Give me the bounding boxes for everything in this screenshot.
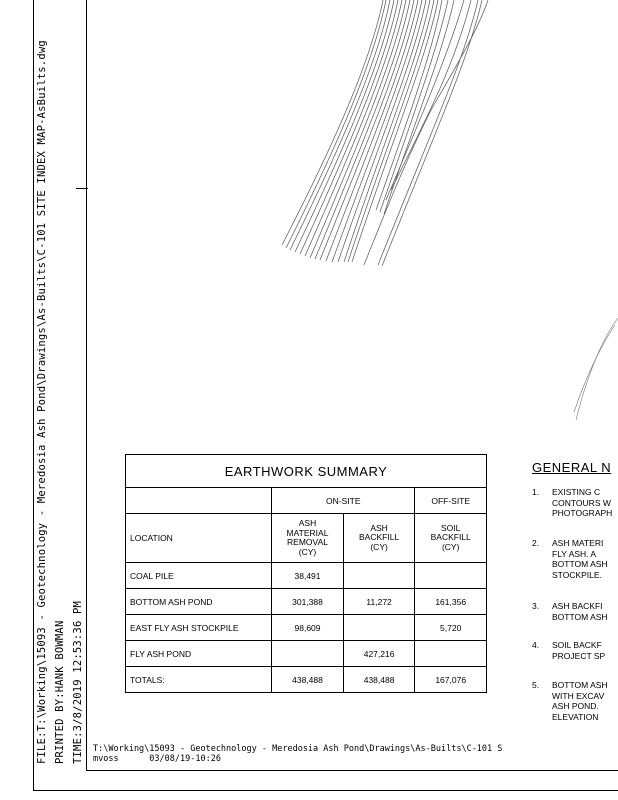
ash-backfill-header: ASH BACKFILL (CY) [343, 514, 415, 563]
drawing-border-bottom-inner [86, 770, 618, 771]
site-map-linework [86, 0, 618, 440]
note-2: 2. ASH MATERI FLY ASH. A BOTTOM ASH STOCKPILE. [532, 538, 608, 580]
printed-by-label: PRINTED BY:HANK BOWMAN [54, 620, 66, 764]
off-site-header: OFF-SITE [415, 488, 487, 514]
plot-stamp-path: T:\Working\15093 - Geotechnology - Meredosia Ash Pond\Drawings\As-Builts\C-101 S [93, 744, 503, 754]
file-path-label: FILE:T:\Working\15093 - Geotechnology - Meredosia Ash Pond\Drawings\As-Builts\C-101 SITE INDEX MAP-AsBuilts.dwg [36, 40, 48, 764]
table-row-totals: TOTALS: 438,488 438,488 167,076 [126, 667, 487, 693]
note-3: 3. ASH BACKFI BOTTOM ASH [532, 601, 608, 622]
on-site-header: ON-SITE [272, 488, 415, 514]
table-title: EARTHWORK SUMMARY [126, 455, 487, 488]
location-header: LOCATION [126, 514, 272, 563]
table-row: BOTTOM ASH POND 301,388 11,272 161,356 [126, 589, 487, 615]
soil-backfill-header: SOIL BACKFILL (CY) [415, 514, 487, 563]
general-notes-heading: GENERAL N [532, 460, 612, 475]
plot-stamp-user-date: mvoss 03/08/19-10:26 [93, 754, 221, 764]
drawing-border-bottom [33, 790, 618, 791]
note-5: 5. BOTTOM ASH WITH EXCAV ASH POND. ELEVATION [532, 680, 608, 722]
plot-stamp [93, 744, 502, 764]
table-row: EAST FLY ASH STOCKPILE 98,609 5,720 [126, 615, 487, 641]
blank-header-cell [126, 488, 272, 514]
table-row: COAL PILE 38,491 [126, 563, 487, 589]
print-time-label: TIME:3/8/2019 12:53:36 PM [72, 600, 84, 764]
earthwork-summary-table [125, 454, 487, 693]
note-1: 1. EXISTING C CONTOURS W PHOTOGRAPH [532, 487, 613, 518]
note-4: 4. SOIL BACKF PROJECT SP [532, 640, 606, 661]
table-row: FLY ASH POND 427,216 [126, 641, 487, 667]
drawing-border-left [33, 0, 34, 790]
general-notes [532, 460, 618, 722]
removal-header: ASH MATERIAL REMOVAL (CY) [272, 514, 344, 563]
